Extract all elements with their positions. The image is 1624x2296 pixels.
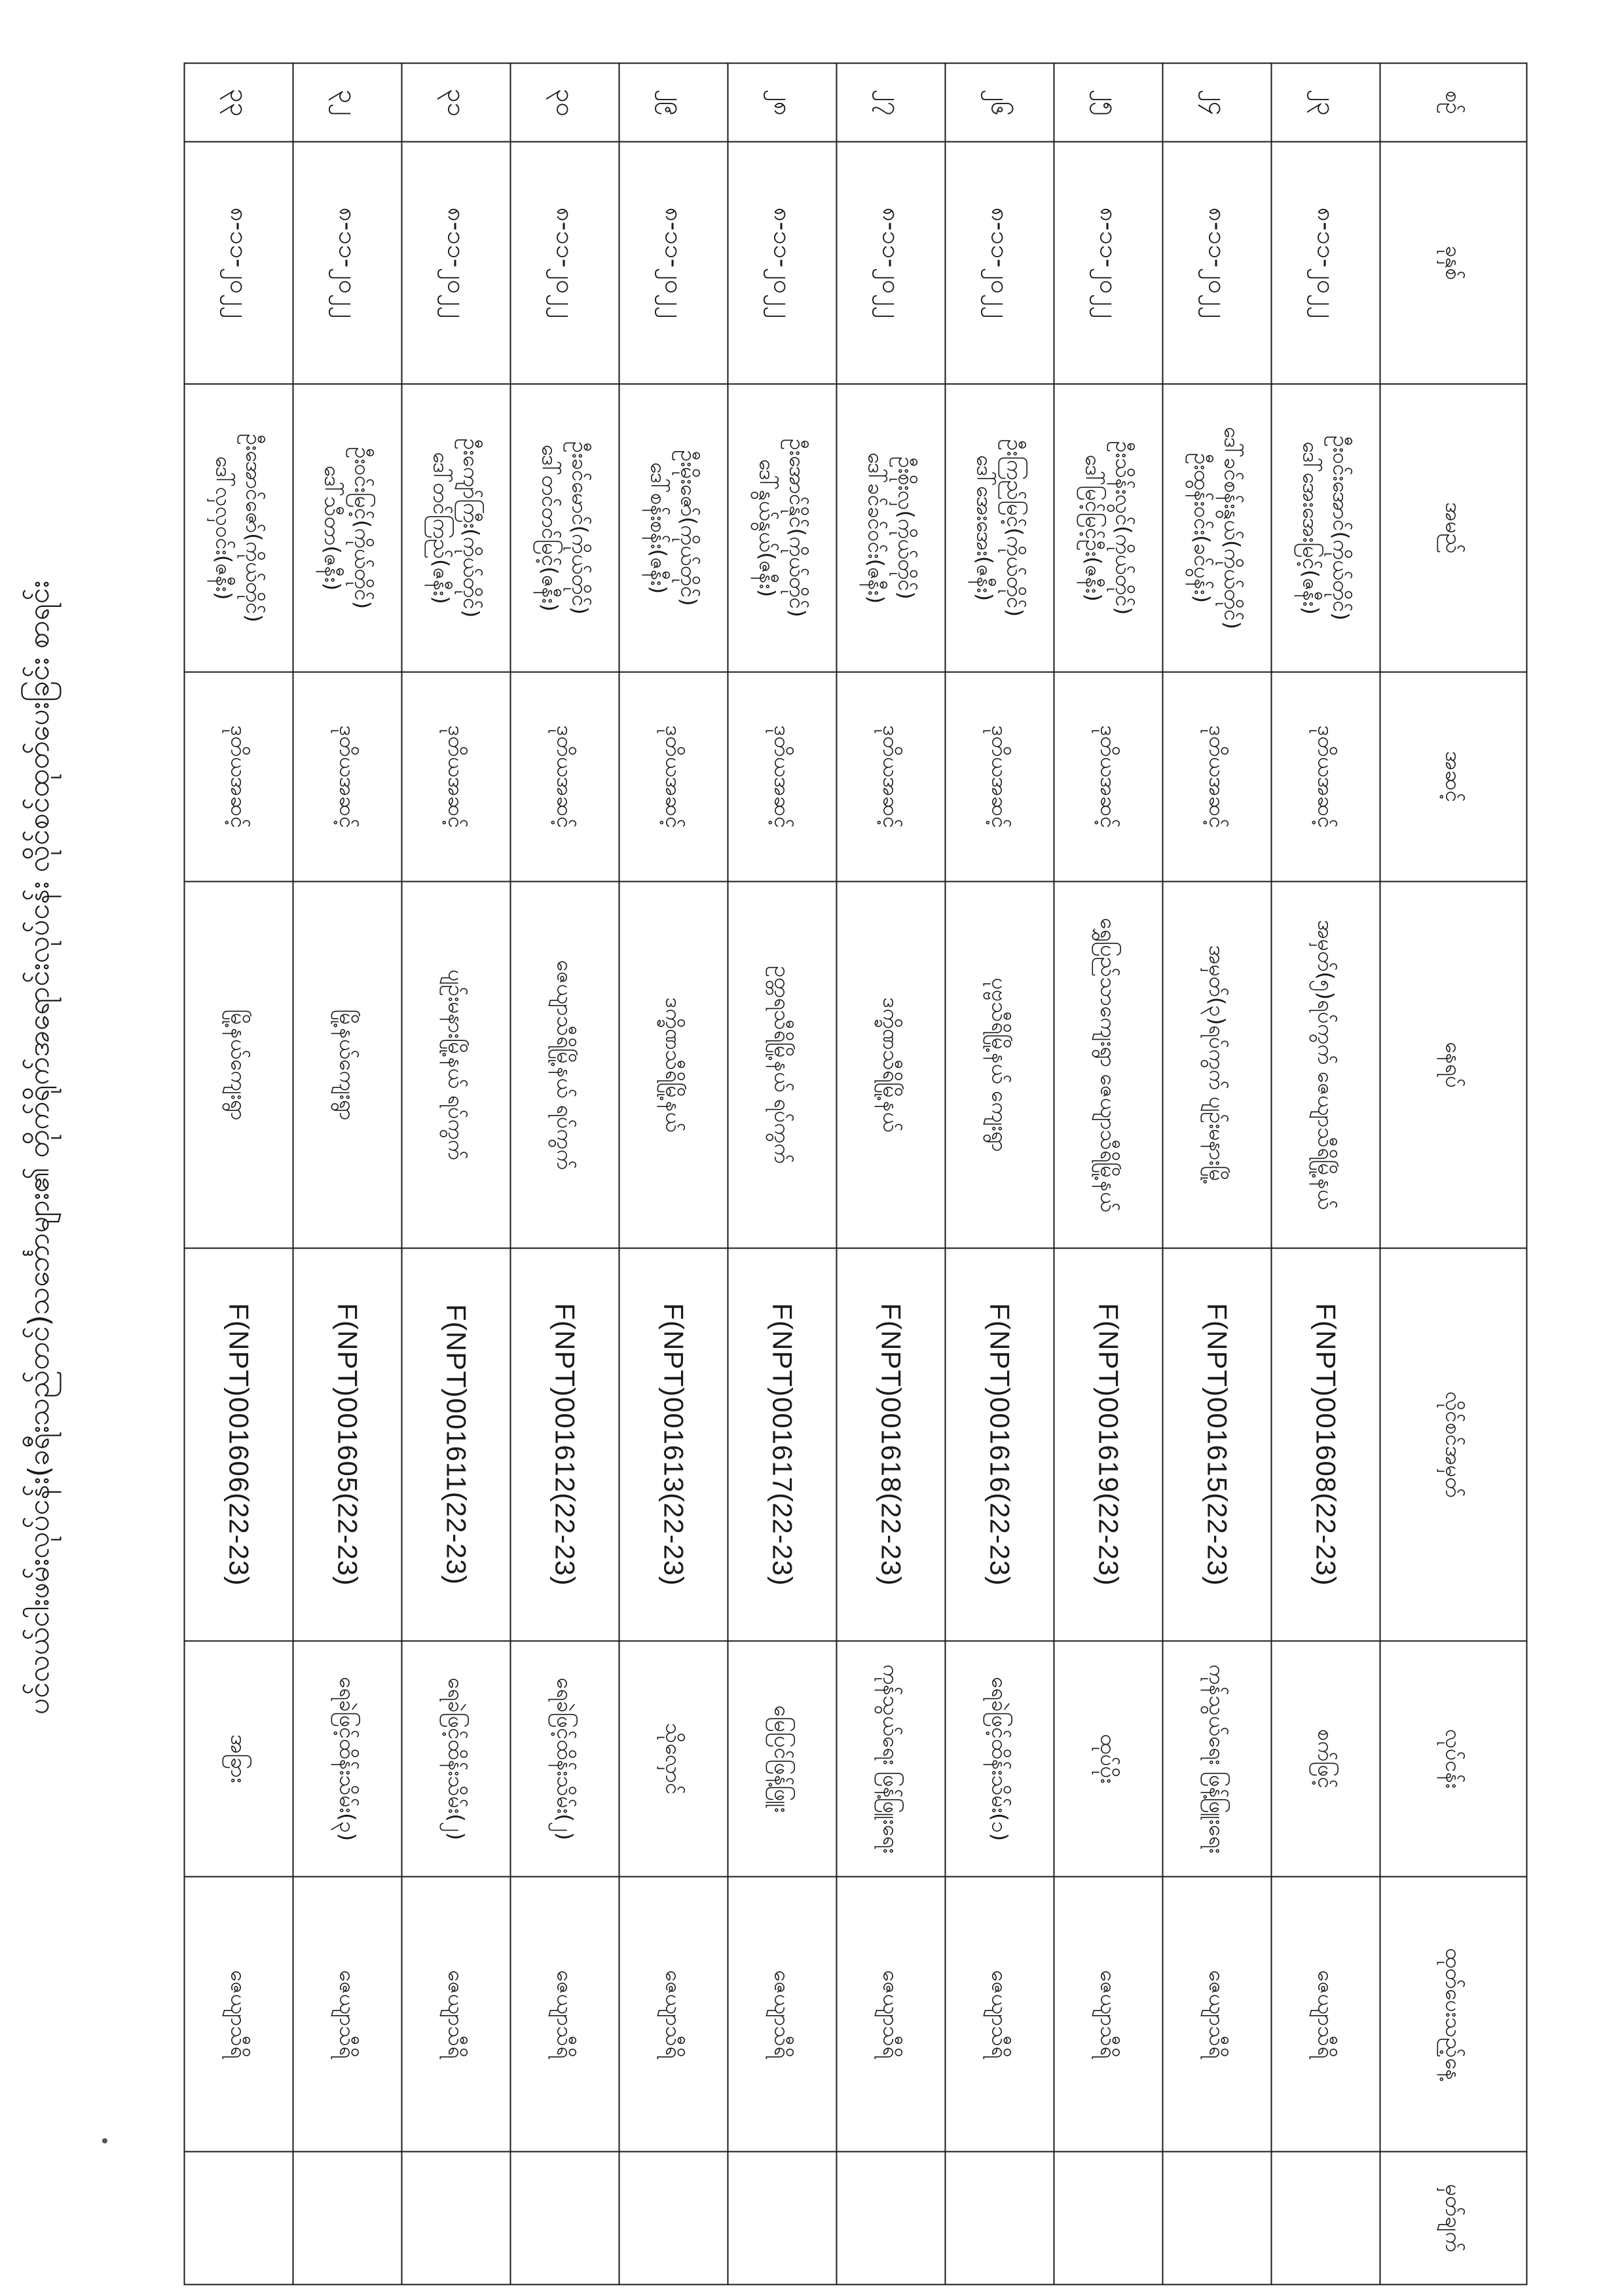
cell-name: ဦးဝင်းမြင့်(ကိုယ်တိုင်) ဒေါ်သီတာ(ဇနီး) — [293, 384, 402, 672]
table-row — [402, 64, 511, 2285]
header-license: လိုင်စင်အမှတ် — [1380, 1248, 1527, 1641]
cell-name: ဦးခင်မောင်(ကိုယ်တိုင်) ဒေါ်တင်တင်မြင့်(ဇနီး) — [511, 384, 619, 672]
cell-name: ဦးအောင်နိုင်(ကိုယ်တိုင်) ဒေါ်နွယ်နွယ်(ဇနီး) — [728, 384, 837, 672]
table-row — [619, 64, 728, 2285]
cell-date: ၈-၁၁-၂၀၂၂ — [293, 142, 402, 384]
cell-license: F(NPT)001613(22-23) — [619, 1248, 728, 1641]
cell-grade: ဒုတိယအဆင့် — [511, 672, 619, 882]
cell-license: F(NPT)001615(22-23) — [1163, 1248, 1272, 1641]
cell-license: F(NPT)001612(22-23) — [511, 1248, 619, 1641]
cell-name: ဦးကြည်မြင့်(ကိုယ်တိုင်) ဒေါ်အေးအေး(ဇနီး) — [946, 384, 1054, 672]
cell-no: ၃၀ — [511, 64, 619, 142]
cell-business: ကုန်သွယ်ရေး ဖြန့်ဖြူးရေး — [1163, 1641, 1272, 1877]
cell-name: ဦးသိန်းလွင်(ကိုယ်တိုင်) ဒေါ်မြင့်မြင့်ဦး(ဇနီး) — [1054, 384, 1163, 672]
table-row — [511, 64, 619, 2285]
cell-remark — [837, 2152, 946, 2285]
cell-address: မြို့နယ်ကျေးရွာ — [185, 882, 293, 1248]
cell-address: မြို့နယ်ကျေးရွာ — [293, 882, 402, 1248]
cell-business: ထုပ်ပိုး — [1054, 1641, 1163, 1877]
cell-date: ၈-၁၁-၂၀၂၂ — [402, 142, 511, 384]
cell-business: သိုလှောင် — [619, 1641, 728, 1877]
cell-grade: ဒုတိယအဆင့် — [1054, 672, 1163, 882]
cell-name: ဒေါ်ခင်စန်းနွယ်(ကိုယ်တိုင်) ဦးထွန်းဝင်း(ခင်ပွန်း) — [1163, 384, 1272, 672]
cell-license: F(NPT)001608(22-23) — [1272, 1248, 1380, 1641]
cell-no: ၂၆ — [946, 64, 1054, 142]
page-speck — [102, 2138, 107, 2143]
cell-remark — [402, 2152, 511, 2285]
cell-no: ၃၃ — [185, 64, 293, 142]
cell-date: ၈-၁၁-၂၀၂၂ — [728, 142, 837, 384]
cell-issuer: ဇေယျာသီရိ — [402, 1877, 511, 2152]
cell-grade: ဒုတိယအဆင့် — [619, 672, 728, 882]
cell-business: မြေပြင်ဖြန့်ဖြူး — [728, 1641, 837, 1877]
cell-business: ရေခဲဖြင့်ထိန်းသိမ်း(၂) — [402, 1641, 511, 1877]
cell-name: ဦးစိုးလှ(ကိုယ်တိုင်) ဒေါ်ခင်ခင်ဝင်း(ဇနီး) — [837, 384, 946, 672]
cell-date: ၈-၁၁-၂၀၂၂ — [511, 142, 619, 384]
cell-grade: ဒုတိယအဆင့် — [293, 672, 402, 882]
cell-issuer: ဇေယျာသီရိ — [511, 1877, 619, 2152]
cell-grade: ဒုတိယအဆင့် — [946, 672, 1054, 882]
cell-issuer: ဇေယျာသီရိ — [1272, 1877, 1380, 2152]
cell-license: F(NPT)001611(22-23) — [402, 1248, 511, 1641]
header-business: လုပ်ငန်း — [1380, 1641, 1527, 1877]
table-row — [946, 64, 1054, 2285]
cell-no: ၂၄ — [1163, 64, 1272, 142]
table-row — [837, 64, 946, 2285]
cell-issuer: ဇေယျာသီရိ — [728, 1877, 837, 2152]
table-row — [1163, 64, 1272, 2285]
cell-business: ရေခဲဖြင့်ထိန်းသိမ်း(၂) — [511, 1641, 619, 1877]
cell-issuer: ဇေယျာသီရိ — [619, 1877, 728, 2152]
cell-name: ဦးအောင်ဇော်(ကိုယ်တိုင်) ဒေါ်လှလှဝင်း(ဇနီး) — [185, 384, 293, 672]
cell-grade: ဒုတိယအဆင့် — [1163, 672, 1272, 882]
cell-no: ၂၇ — [837, 64, 946, 142]
cell-business: ကုန်သွယ်ရေး ဖြန့်ဖြူးရေး — [837, 1641, 946, 1877]
cell-date: ၈-၁၁-၂၀၂၂ — [1163, 142, 1272, 384]
cell-business: စက်ဖြင့် — [1272, 1641, 1380, 1877]
header-issuer: ထုတ်ပေးသည့်နေ့ — [1380, 1877, 1527, 2152]
cell-remark — [946, 2152, 1054, 2285]
cell-name: ဦးကျော်ကြီး(ကိုယ်တိုင်) ဒေါ်တင်ကြည်(ဇနီး) — [402, 384, 511, 672]
cell-issuer: ဇေယျာသီရိ — [946, 1877, 1054, 2152]
cell-remark — [1272, 2152, 1380, 2285]
cell-address: ဥတ္တရသီရိမြို့နယ် ရပ်ကွက် — [728, 882, 837, 1248]
cell-name: ဦးမိုးဇော်(ကိုယ်တိုင်) ဒေါ်စန်းစန်း(ဇနီး) — [619, 384, 728, 672]
cell-address: ဒက္ခိဏသီရိမြို့နယ် — [837, 882, 946, 1248]
cell-remark — [185, 2152, 293, 2285]
cell-name: ဦးဝင်းအောင်(ကိုယ်တိုင်) ဒေါ်အေးအေးမြင့်(ဇနီး) — [1272, 384, 1380, 672]
table-row — [1054, 64, 1163, 2285]
table-row — [728, 64, 837, 2285]
cell-issuer: ဇေယျာသီရိ — [837, 1877, 946, 2152]
cell-license: F(NPT)001619(22-23) — [1054, 1248, 1163, 1641]
cell-license: F(NPT)001606(22-23) — [185, 1248, 293, 1641]
cell-business: ရေခဲဖြင့်ထိန်းသိမ်း(၁) — [946, 1641, 1054, 1877]
cell-no: ၃၁ — [402, 64, 511, 142]
cell-address: ပုဗ္ဗသီရိမြို့နယ် ကျေးရွာ — [946, 882, 1054, 1248]
cell-no: ၂၃ — [1272, 64, 1380, 142]
cell-no: ၂၉ — [619, 64, 728, 142]
cell-remark — [293, 2152, 402, 2285]
cell-issuer: ဇေယျာသီရိ — [1054, 1877, 1163, 2152]
cell-issuer: ဇေယျာသီရိ — [293, 1877, 402, 2152]
cell-grade: ဒုတိယအဆင့် — [1272, 672, 1380, 882]
cell-date: ၈-၁၁-၂၀၂၂ — [1272, 142, 1380, 384]
header-grade: အဆင့် — [1380, 672, 1527, 882]
cell-grade: ဒုတိယအဆင့် — [185, 672, 293, 882]
cell-no: ၂၈ — [728, 64, 837, 142]
cell-issuer: ဇေယျာသီရိ — [1163, 1877, 1272, 2152]
cell-issuer: ဇေယျာသီရိ — [185, 1877, 293, 2152]
table-row — [185, 64, 293, 2285]
cell-no: ၃၂ — [293, 64, 402, 142]
table-row — [1272, 64, 1380, 2285]
page-title: ပင်လယ်ငါးဖမ်းလုပ်ငန်း(ခရီးသည်တင်)သင်္ဘောများ၏ တိုက်ရိုက်အရောင်းလုပ်ငန်း လိုင်စင်ထုတ်ပေးခြင်း စာရင်း — [22, 580, 56, 1715]
cell-date: ၈-၁၁-၂၀၂၂ — [1054, 142, 1163, 384]
cell-no: ၂၅ — [1054, 64, 1163, 142]
header-no: စဉ် — [1380, 64, 1527, 142]
cell-license: F(NPT)001616(22-23) — [946, 1248, 1054, 1641]
header-name: အမည် — [1380, 384, 1527, 672]
cell-address: ရွှေပြည်သာကျေးရွာ ဇေယျာသီရိမြို့နယ် — [1054, 882, 1163, 1248]
cell-date: ၈-၁၁-၂၀၂၂ — [619, 142, 728, 384]
table-body — [185, 64, 1380, 2285]
header-remark: မှတ်ချက် — [1380, 2152, 1527, 2285]
cell-remark — [728, 2152, 837, 2285]
cell-remark — [619, 2152, 728, 2285]
table-row — [293, 64, 402, 2285]
cell-date: ၈-၁၁-၂၀၂၂ — [185, 142, 293, 384]
license-register-table — [184, 63, 1528, 2286]
header-date: ခုနှစ် — [1380, 142, 1527, 384]
cell-grade: ဒုတိယအဆင့် — [728, 672, 837, 882]
table-header-row — [1380, 64, 1527, 2285]
cell-remark — [511, 2152, 619, 2285]
cell-grade: ဒုတိယအဆင့် — [402, 672, 511, 882]
cell-license: F(NPT)001605(22-23) — [293, 1248, 402, 1641]
cell-remark — [1163, 2152, 1272, 2285]
cell-date: ၈-၁၁-၂၀၂၂ — [946, 142, 1054, 384]
cell-grade: ဒုတိယအဆင့် — [837, 672, 946, 882]
cell-address: ဒက္ခိဏသီရိမြို့နယ် — [619, 882, 728, 1248]
cell-remark — [1054, 2152, 1163, 2285]
cell-license: F(NPT)001617(22-23) — [728, 1248, 837, 1641]
cell-business: အခြား — [185, 1641, 293, 1877]
cell-address: အမှတ်(၃)ရပ်ကွက် ပျဉ်းမနားမြို့ — [1163, 882, 1272, 1248]
cell-license: F(NPT)001618(22-23) — [837, 1248, 946, 1641]
cell-address: ပျဉ်းမနားမြို့နယ် ရပ်ကွက် — [402, 882, 511, 1248]
cell-date: ၈-၁၁-၂၀၂၂ — [837, 142, 946, 384]
cell-address: ဇေယျာသီရိမြို့နယ် ရပ်ကွက် — [511, 882, 619, 1248]
cell-business: ရေခဲဖြင့်ထိန်းသိမ်း(၃) — [293, 1641, 402, 1877]
header-address: နေရပ် — [1380, 882, 1527, 1248]
cell-address: အမှတ်(၅)ရပ်ကွက် ဇေယျာသီရိမြို့နယ် — [1272, 882, 1380, 1248]
